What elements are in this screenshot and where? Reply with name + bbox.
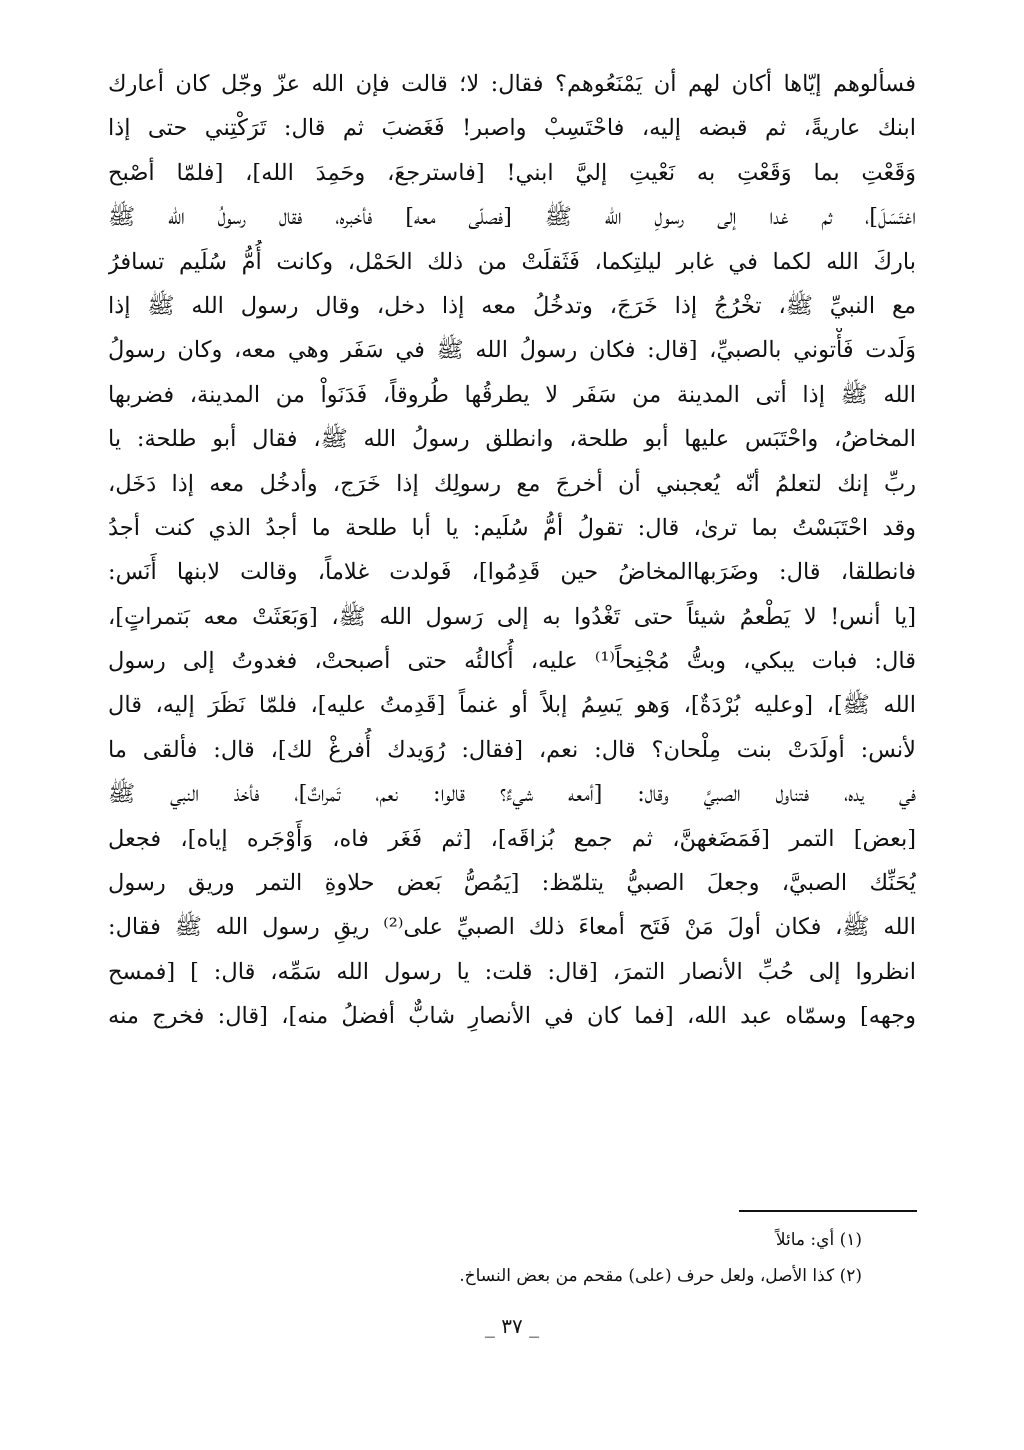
text-line: وجهه] وسمّاه عبد الله، [فما كان في الأنصارِ شابٌّ أفضلُ منه]، [قال: فخرج منه [108, 1003, 916, 1030]
footnote-2: (٢) كذا الأصل، ولعل حرف (على) مقحم من بعض النساخ. [459, 1266, 862, 1286]
text-line: وَلَدت فَأْتوني بالصبيِّ، [قال: فكان رسولُ الله ﷺ في سَفَر وهي معه، وكان رسولُ [108, 337, 916, 364]
text-line: انظروا إلى حُبِّ الأنصار التمرَ، [قال: قلت: يا رسول الله سَمِّه، قال: ] [فمسح [108, 958, 916, 985]
text-line: ابنك عاريةً، ثم قبضه إليه، فاحْتَسِبْ واصبر! فَغَضبَ ثم قال: تَرَكْتِني حتى إذا [108, 115, 916, 142]
text-line: قال: فبات يبكي، وبتُّ مُجْنِحاً⁽¹⁾ عليه، أُكالئُه حتى أصبحتْ، فغدوتُ إلى رسول [108, 648, 916, 675]
text-line: لأنس: أولَدَتْ بنت مِلْحان؟ قال: نعم، [فقال: رُوَيدك أُفرغْ لك]، قال: فألقى ما [108, 736, 916, 763]
footnote-1: (١) أي: مائلاً [775, 1230, 862, 1250]
text-line: الله ﷺ إذا أتى المدينة من سَفَر لا يطرقُها طُروقاً، فَدَنَواْ من المدينة، فضربها [108, 381, 916, 408]
text-line: وقد احْتَبَسْتُ بما ترىٰ، قال: تقولُ أمُّ سُلَيم: يا أبا طلحة ما أجدُ الذي كنت أجدُ [108, 514, 916, 541]
text-line: [بعض] التمر [فَمَضَغهنَّ، ثم جمع بُزاقَه]، [ثم فَغَر فاه، وَأَوْجَره إياه]، فجعل [108, 825, 916, 852]
page-number: _ ٣٧ _ [484, 1314, 540, 1338]
text-line: وَقَعْتِ بما وَقَعْتِ به نَعْيتِ إليَّ ابني! [فاسترجعَ، وحَمِدَ الله]، [فلمّا أصْبح [108, 159, 916, 186]
text-line: الله ﷺ، فكان أولَ مَنْ فَتَح أمعاءَ ذلك الصبيِّ على⁽²⁾ ريقِ رسول الله ﷺ فقال: [108, 914, 916, 941]
text-line: مع النبيِّ ﷺ، تخْرُجُ إذا خَرَجَ، وتدخُلُ معه إذا دخل، وقال رسول الله ﷺ إذا [108, 292, 916, 319]
text-line: الله ﷺ]، [وعليه بُرْدَةٌ]، وَهو يَسِمُ إبلاً أو غنماً [قَدِمتُ عليه]، فلمّا نَظَرَ إليه، قال [108, 692, 916, 719]
footnote-separator [739, 1210, 917, 1212]
text-line: فسألوهم إيّاها أكان لهم أن يَمْنَعُوهم؟ فقال: لا؛ قالت فإن الله عزّ وجّل كان أعارك [108, 71, 916, 97]
text-line: المخاضُ، واحْتَبَس عليها أبو طلحة، وانطلق رسولُ الله ﷺ، فقال أبو طلحة: يا [108, 426, 916, 453]
text-line: يُحَنِّك الصبيَّ، وجعلَ الصبيُّ يتلمّظ: [يَمُصُّ بَعض حلاوةِ التمر وريق رسول [108, 870, 916, 897]
footnotes-block [240, 1222, 862, 1294]
main-text-block [108, 62, 916, 1039]
text-line: اغتَسَلَ]، ثم غدا إلى رسولِ الله ﷺ [فصلّى معه] فأخبره، فقال رسولُ الله ﷺ [108, 204, 916, 231]
text-line: فانطلقا، قال: وضَرَبهاالمخاضُ حين قَدِمُوا]، فَولدت غلاماً، وقالت لابنها أَنَس: [108, 559, 916, 586]
text-line: باركَ الله لكما في غابر ليلتِكما، فَثَقلَتْ من ذلك الحَمْل، وكانت أُمُّ سُلَيم تسافرُ [108, 248, 916, 275]
text-line: ربِّ إنك لتعلمُ أنّه يُعجبني أن أخرجَ مع رسولِك إذا خَرَج، وأدخُل معه إذا دَخَل، [108, 470, 916, 497]
text-line: في يده، فتناول الصبيَّ وقال: [أمعه شيءٌ؟ قالوا: نعم، تَمراتٌ]، فأخذ النبي ﷺ [108, 781, 916, 808]
text-line: [يا أنس! لا يَطْعمُ شيئاً حتى تَغْدُوا به إلى رَسول الله ﷺ، [وَبَعَثَتْ معه بَتمراتٍ]، [108, 603, 916, 630]
